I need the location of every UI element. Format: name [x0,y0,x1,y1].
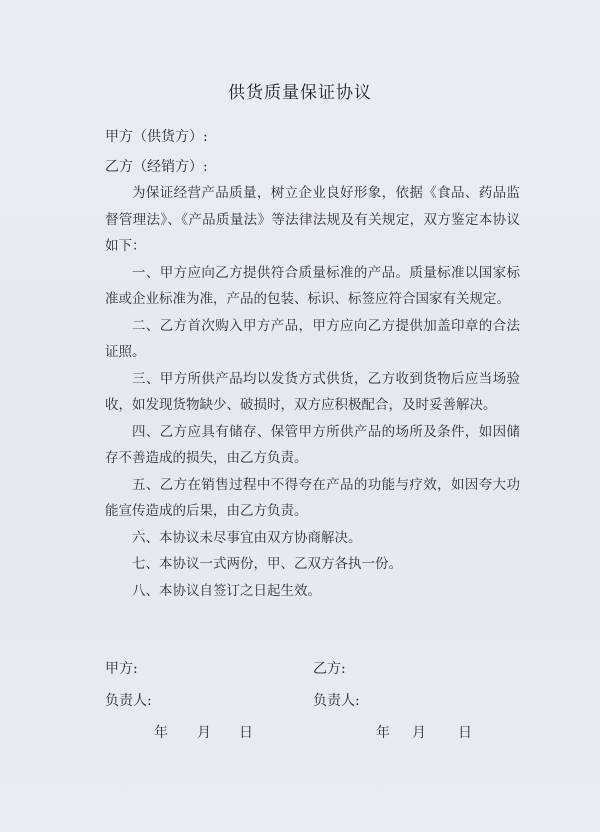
agreement-body [105,180,520,604]
party-a-date-day: 日 [239,725,253,741]
party-a-representative-label: 负责人: [105,693,152,709]
party-b-date-year: 年 [376,725,390,741]
party-a-date-year: 年 [154,725,168,741]
party-b-date-day: 日 [458,725,472,741]
party-b-signature-label: 乙方: [313,661,346,677]
party-a-signature-label: 甲方: [105,661,138,677]
clause-4: 四、乙方应具有储存、保管甲方所供产品的场所及条件，如因储存不善造成的损失，由乙方负责。 [105,423,520,466]
party-b-date-month: 月 [412,725,426,741]
clause-5: 五、乙方在销售过程中不得夸在产品的功能与疗效，如因夸大功能宣传造成的后果，由乙方负责。 [105,476,520,519]
party-a-date-month: 月 [197,725,211,741]
party-b-date [376,722,472,742]
document-title: 供货质量保证协议 [228,83,372,103]
clause-6: 六、本协议未尽事宜由双方协商解决。 [132,529,362,546]
clause-2: 二、乙方首次购入甲方产品，甲方应向乙方提供加盖印章的合法证照。 [105,317,520,360]
clause-8: 八、本协议自签订之日起生效。 [132,582,321,599]
clause-3: 三、甲方所供产品均以发货方式供货，乙方收到货物后应当场验收，如发现货物缺少、破损时，双方应积极配合，及时妥善解决。 [105,370,520,413]
party-b-representative-label: 负责人: [313,693,360,709]
intro-paragraph: 为保证经营产品质量，树立企业良好形象，依据《食品、药品监督管理法》、《产品质量法》等法律法规及有关规定，双方鉴定本协议如下： [105,185,520,254]
party-b-line: 乙方（经销方）: [105,159,208,175]
clause-7: 七、本协议一式两份，甲、乙双方各执一份。 [132,556,402,572]
party-a-line: 甲方（供货方）: [105,129,208,145]
party-a-date [154,722,253,742]
clause-1: 一、甲方应向乙方提供符合质量标准的产品。质量标准以国家标准或企业标准为准，产品的包装、标识、标签应符合国家有关规定。 [105,264,520,307]
